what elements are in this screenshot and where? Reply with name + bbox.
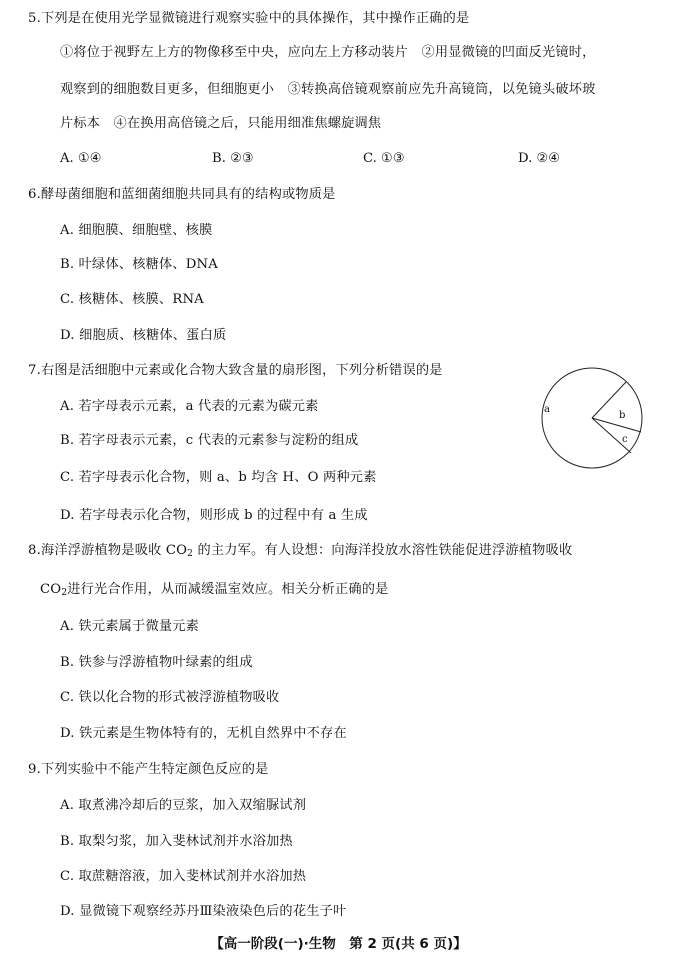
q7-option-a: A. 若字母表示元素，a 代表的元素为碳元素 (60, 399, 319, 414)
q7-option-b: B. 若字母表示元素，c 代表的元素参与淀粉的组成 (60, 433, 359, 448)
q8-line2-subscript: 2 (61, 588, 68, 598)
q6-option-a: A. 细胞膜、细胞壁、核膜 (60, 223, 213, 238)
q8-stem-part-2: 的主力军。有人设想：向海洋投放水溶性铁能促进浮游植物吸收 (193, 543, 573, 558)
q5-option-c: C. ①③ (363, 151, 405, 166)
q7-option-c: C. 若字母表示化合物，则 a、b 均含 H、O 两种元素 (60, 470, 377, 485)
q9-stem: 9.下列实验中不能产生特定颜色反应的是 (28, 762, 269, 777)
q9-option-b: B. 取梨匀浆，加入斐林试剂并水浴加热 (60, 834, 293, 849)
q8-stem-part-1: 8.海洋浮游植物是吸收 CO (28, 543, 188, 558)
q6-option-c: C. 核糖体、核膜、RNA (60, 292, 204, 307)
q7-stem: 7.右图是活细胞中元素或化合物大致含量的扇形图，下列分析错误的是 (28, 363, 443, 378)
q9-option-d: D. 显微镜下观察经苏丹Ⅲ染液染色后的花生子叶 (60, 904, 347, 919)
q8-stem (28, 541, 572, 561)
q5-option-a: A. ①④ (60, 151, 102, 166)
q5-statement-line-1: ①将位于视野左上方的物像移至中央，应向左上方移动装片 ②用显微镜的凹面反光镜时， (60, 45, 596, 60)
q8-option-a: A. 铁元素属于微量元素 (60, 619, 199, 634)
page-footer: 【高一阶段(一)·生物 第 2 页(共 6 页)】 (210, 936, 467, 952)
pie-chart-figure (538, 362, 650, 472)
q8-line2-part-1: CO (40, 582, 62, 597)
q5-option-d: D. ②④ (518, 151, 561, 166)
q5-statement-line-2: 观察到的细胞数目更多，但细胞更小 ③转换高倍镜观察前应先升高镜筒，以免镜头破坏玻 (60, 82, 596, 97)
q5-statement-line-3: 片标本 ④在换用高倍镜之后，只能用细准焦螺旋调焦 (60, 116, 382, 131)
q8-stem-line-2 (40, 580, 389, 600)
q8-option-c: C. 铁以化合物的形式被浮游植物吸收 (60, 690, 280, 705)
q5-stem: 5.下列是在使用光学显微镜进行观察实验中的具体操作，其中操作正确的是 (28, 11, 470, 26)
q5-option-b: B. ②③ (212, 151, 254, 166)
q8-option-b: B. 铁参与浮游植物叶绿素的组成 (60, 655, 253, 670)
q8-option-d: D. 铁元素是生物体特有的，无机自然界中不存在 (60, 726, 347, 741)
q8-stem-subscript: 2 (187, 549, 194, 559)
q6-stem: 6.酵母菌细胞和蓝细菌细胞共同具有的结构或物质是 (28, 187, 336, 202)
q6-option-b: B. 叶绿体、核糖体、DNA (60, 257, 219, 272)
q9-option-c: C. 取蔗糖溶液，加入斐林试剂并水浴加热 (60, 869, 307, 884)
q6-option-d: D. 细胞质、核糖体、蛋白质 (60, 328, 227, 343)
q8-line2-part-2: 进行光合作用，从而减缓温室效应。相关分析正确的是 (67, 582, 389, 597)
pie-label-b: b (619, 410, 626, 421)
q7-option-d: D. 若字母表示化合物，则形成 b 的过程中有 a 生成 (60, 508, 368, 523)
pie-label-c: c (622, 434, 628, 445)
pie-label-a: a (544, 404, 550, 415)
q9-option-a: A. 取煮沸冷却后的豆浆，加入双缩脲试剂 (60, 798, 307, 813)
